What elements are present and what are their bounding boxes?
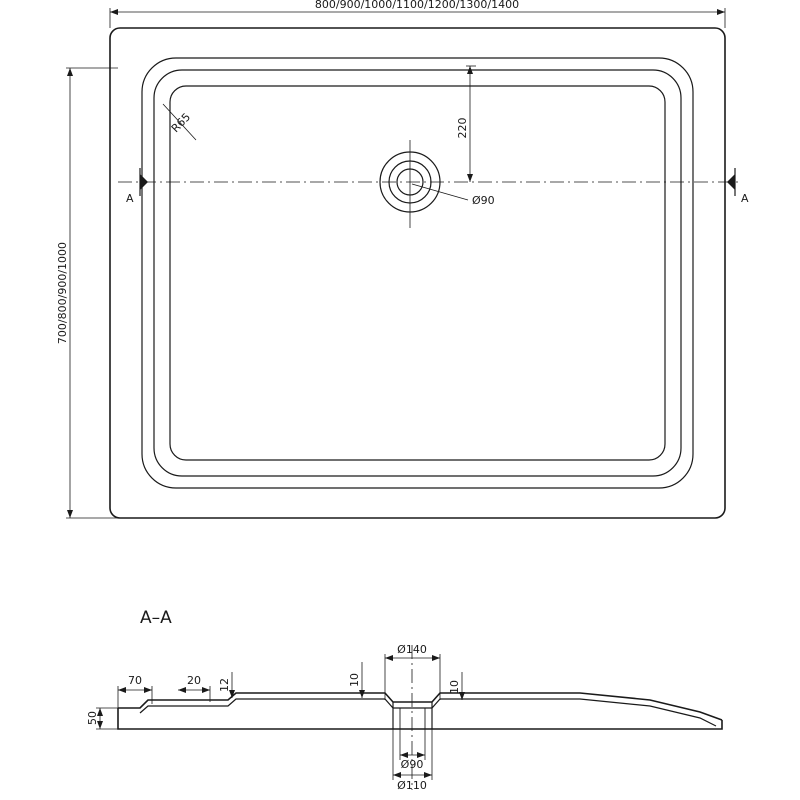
- dia110-label: Ø110: [397, 779, 427, 792]
- section-bottom-profile: [118, 708, 722, 729]
- width-dim-label: 800/900/1000/1100/1200/1300/1400: [314, 0, 520, 11]
- width-dim-arrow-left: [110, 9, 118, 15]
- dim10a-arrow-bottom: [359, 690, 365, 698]
- section-arrow-left: [140, 174, 148, 190]
- dim70-label: 70: [128, 674, 142, 687]
- tray-bowl-outline-inner: [154, 70, 681, 476]
- corner-radius-label: R65: [168, 110, 194, 136]
- section-view-title: A–A: [140, 608, 172, 628]
- section-label-right: A: [741, 192, 749, 205]
- dia110-arrow-right: [424, 772, 432, 778]
- tray-bowl-outline-outer: [142, 58, 693, 488]
- dia140-arrow-left: [385, 655, 393, 661]
- dim10b-label: 10: [448, 680, 461, 694]
- dim10a-label: 10: [348, 673, 361, 687]
- drain-offset-label: 220: [456, 117, 469, 139]
- dim12-label: 12: [218, 678, 231, 692]
- dia110-arrow-left: [393, 772, 401, 778]
- width-dim-arrow-right: [717, 9, 725, 15]
- section-arrow-right: [727, 174, 735, 190]
- tray-outer-outline: [110, 28, 725, 518]
- height-dim-label: 700/800/900/1000: [56, 241, 69, 345]
- top-view-group: [56, 0, 749, 518]
- dim20-arrow-right: [202, 687, 210, 693]
- dia140-label: Ø140: [397, 643, 427, 656]
- dia90-label: Ø90: [400, 758, 424, 771]
- dim50-label: 50: [86, 711, 99, 725]
- section-label-left: A: [126, 192, 134, 205]
- dim70-arrow-right: [144, 687, 152, 693]
- drain-diameter-label: Ø90: [472, 194, 495, 207]
- dim20-label: 20: [187, 674, 201, 687]
- tray-basin-floor: [170, 86, 665, 460]
- height-dim-arrow-bottom: [67, 510, 73, 518]
- section-inner-profile: [140, 699, 716, 726]
- dia140-arrow-right: [432, 655, 440, 661]
- height-dim-arrow-top: [67, 68, 73, 76]
- dim70-arrow-left: [118, 687, 126, 693]
- dim20-arrow-left: [178, 687, 186, 693]
- drain-offset-arrow-bottom: [467, 174, 473, 182]
- section-view-group: [86, 608, 722, 792]
